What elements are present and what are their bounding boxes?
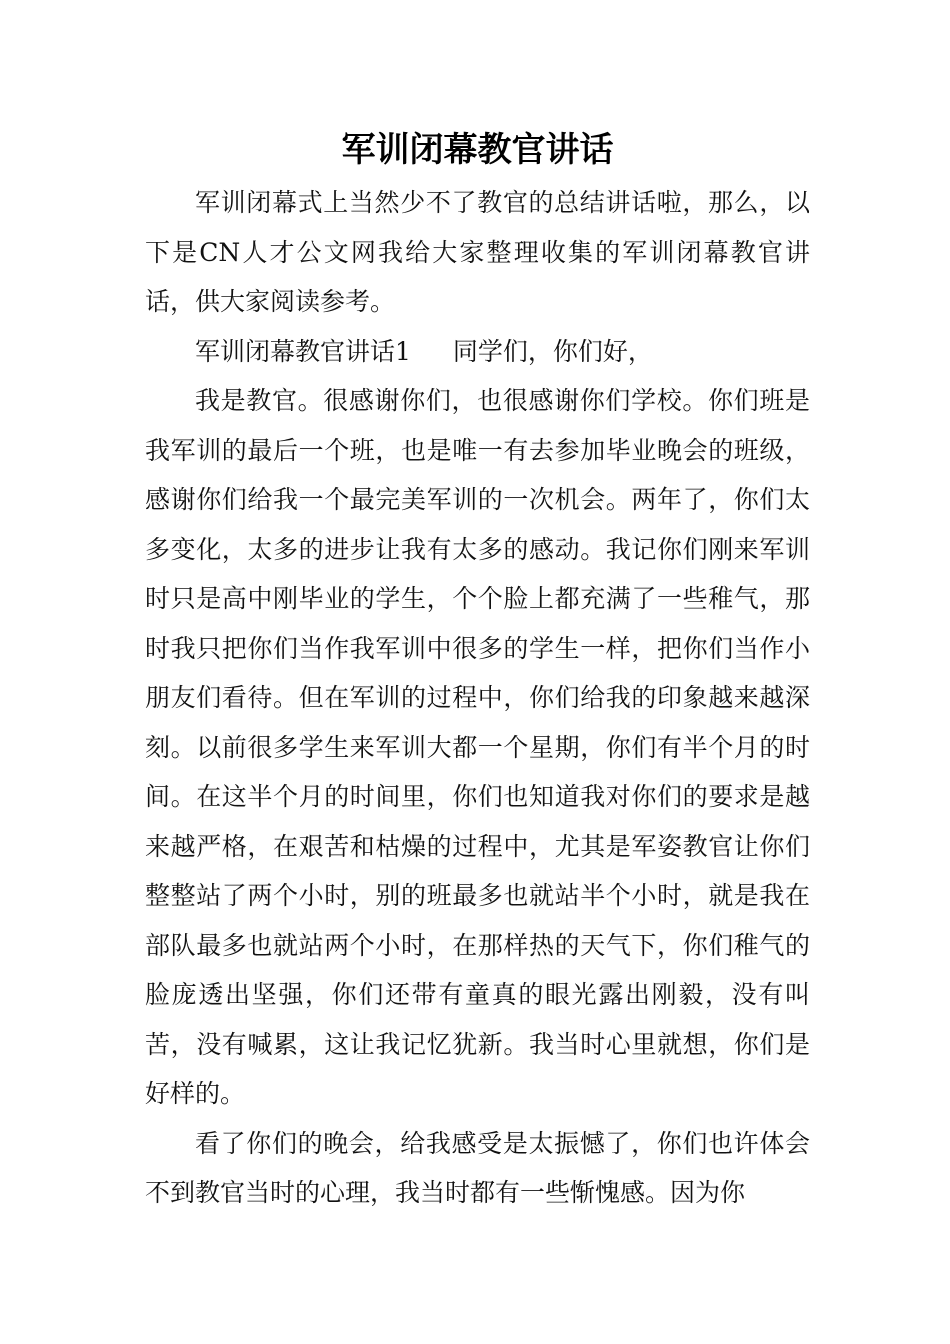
- document-title: 军训闭幕教官讲话: [341, 130, 614, 170]
- intro-paragraph: 军训闭幕式上当然少不了教官的总结讲话啦，那么，以下是CN人才公文网我给大家整理收集的军训闭幕教官讲话，供大家阅读参考。: [145, 188, 810, 316]
- greeting-text: 同学们，你们好，: [452, 336, 653, 366]
- section-heading: 军训闭幕教官讲话1: [195, 336, 411, 366]
- body-paragraph: 我是教官。很感谢你们，也很感谢你们学校。你们班是我军训的最后一个班，也是唯一有去参加毕业晚会的班级，感谢你们给我一个最完美军训的一次机会。两年了，你们太多变化，太多的进步让我有太多的感动。我记你们刚来军训时只是高中刚毕业的学生，个个脸上都充满了一些稚气，那时我只把你们当作我军训中很多的学生一样，把你们当作小朋友们看待。但在军训的过程中，你们给我的印象越来越深刻。以前很多学生来军训大都一个星期，你们有半个月的时间。在这半个月的时间里，你们也知道我对你们的要求是越来越严格，在艰苦和枯燥的过程中，尤其是军姿教官让你们整整站了两个小时，别的班最多也就站半个小时，就是我在部队最多也就站两个小时，在那样热的天气下，你们稚气的脸庞透出坚强，你们还带有童真的眼光露出刚毅，没有叫苦，没有喊累，这让我记忆犹新。我当时心里就想，你们是好样的。: [145, 386, 810, 1108]
- document-body: [145, 128, 810, 1218]
- section-heading-line: [145, 327, 810, 377]
- body-paragraph: 看了你们的晚会，给我感受是太振憾了，你们也许体会不到教官当时的心理，我当时都有一些惭愧感。因为你: [145, 1128, 810, 1207]
